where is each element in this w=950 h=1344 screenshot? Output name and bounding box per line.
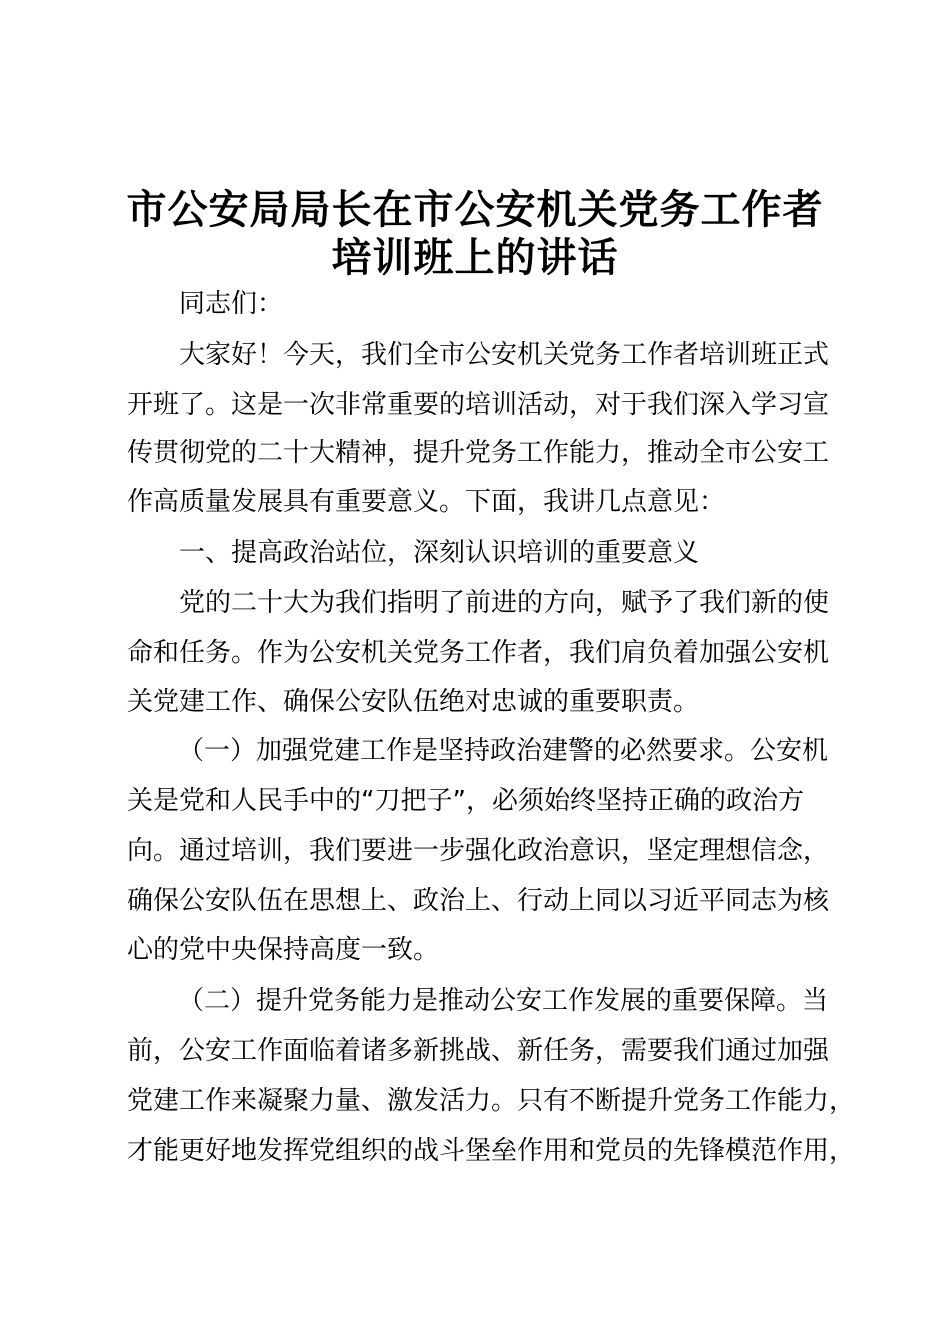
paragraph-line: 前，公安工作面临着诸多新挑战、新任务，需要我们通过加强 [127,1036,830,1066]
paragraph-line: 开班了。这是一次非常重要的培训活动，对于我们深入学习宣 [127,390,830,420]
paragraph-line: 大家好！今天，我们全市公安机关党务工作者培训班正式 [179,340,830,370]
paragraph-line: 传贯彻党的二十大精神，提升党务工作能力，推动全市公安工 [127,438,830,468]
paragraph-line: 党建工作来凝聚力量、激发活力。只有不断提升党务工作能力， [127,1086,856,1116]
document-title-line-2: 培训班上的讲话 [331,234,619,281]
paragraph-line: 作高质量发展具有重要意义。下面，我讲几点意见： [127,487,726,517]
paragraph-line: 党的二十大为我们指明了前进的方向，赋予了我们新的使 [179,588,830,618]
paragraph-line: 才能更好地发挥党组织的战斗堡垒作用和党员的先锋模范作用， [127,1136,856,1166]
paragraph-line: 命和任务。作为公安机关党务工作者，我们肩负着加强公安机 [127,638,830,668]
section-heading: 一、提高政治站位，深刻认识培训的重要意义 [179,538,700,568]
paragraph-line: 关是党和人民手中的“刀把子”，必须始终坚持正确的政治方 [127,786,804,816]
paragraph-line: 向。通过培训，我们要进一步强化政治意识，坚定理想信念， [127,836,830,866]
paragraph-line: （一）加强党建工作是坚持政治建警的必然要求。公安机 [178,736,829,766]
salutation: 同志们： [179,289,284,319]
paragraph-line: 关党建工作、确保公安队伍绝对忠诚的重要职责。 [127,687,700,717]
paragraph-line: 心的党中央保持高度一致。 [127,935,440,965]
paragraph-line: 确保公安队伍在思想上、政治上、行动上同以习近平同志为核 [127,886,830,916]
document-title-line-1: 市公安局局长在市公安机关党务工作者 [126,186,824,233]
paragraph-line: （二）提升党务能力是推动公安工作发展的重要保障。当 [178,986,829,1016]
